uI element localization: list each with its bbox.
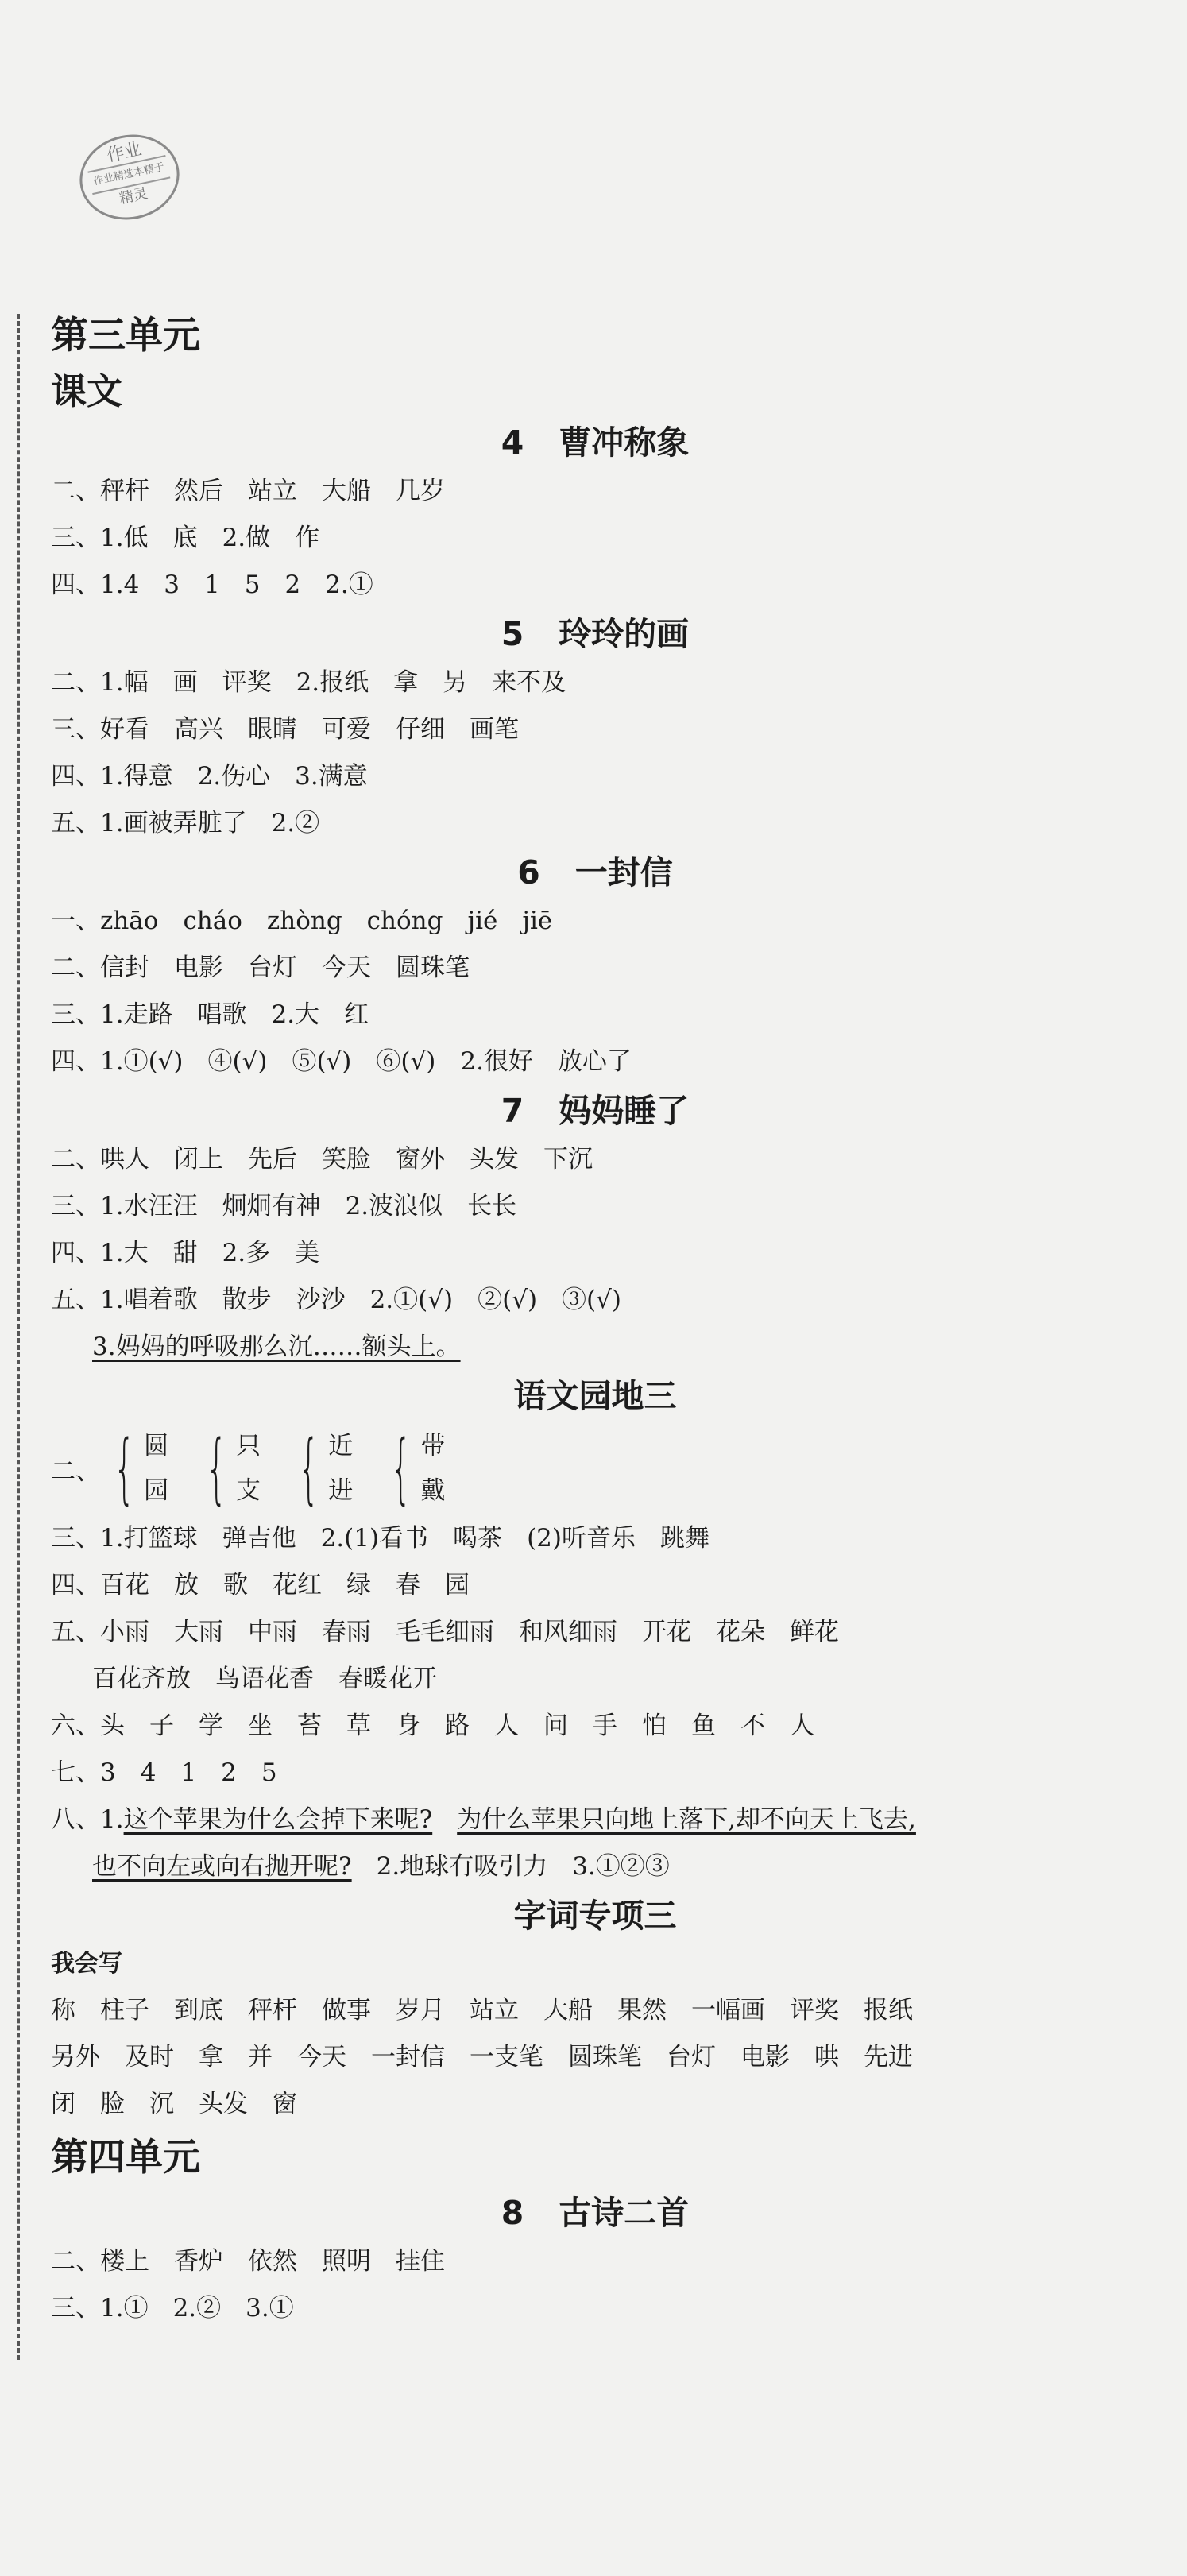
left-brace-icon: { — [297, 1424, 320, 1513]
answer-text: 2.地球有吸引力 3.①②③ — [351, 1852, 670, 1881]
brace-char: 圆 — [144, 1432, 169, 1460]
underlined-answer: 为什么苹果只向地上落下,却不向天上飞去, — [457, 1805, 916, 1834]
brace-char: 支 — [236, 1476, 261, 1505]
question-label: 八、1. — [51, 1805, 124, 1834]
answer-line: 四、百花 放 歌 花红 绿 春 园 — [51, 1571, 470, 1599]
answer-line: 二、1.幅 画 评奖 2.报纸 拿 另 来不及 — [51, 668, 566, 697]
answer-line-underlined: 3.妈妈的呼吸那么沉……额头上。 — [92, 1332, 461, 1361]
answer-line — [51, 1797, 1139, 1843]
answer-line: 三、1.水汪汪 炯炯有神 2.波浪似 长长 — [51, 1192, 517, 1220]
answer-line: 五、1.唱着歌 散步 沙沙 2.①(√) ②(√) ③(√) — [51, 1286, 621, 1314]
answer-line: 二、楼上 香炉 依然 照明 挂住 — [51, 2247, 445, 2276]
answer-line: 三、1.打篮球 弹吉他 2.(1)看书 喝茶 (2)听音乐 跳舞 — [51, 1524, 709, 1553]
lesson-name: 玲玲的画 — [559, 615, 690, 653]
answer-line: 二、信封 电影 台灯 今天 圆珠笔 — [51, 953, 470, 982]
lesson-title — [51, 847, 1139, 898]
section-title: 语文园地三 — [513, 1377, 677, 1415]
category-heading: 课文 — [51, 370, 123, 412]
section-title: 字词专项三 — [513, 1897, 677, 1935]
unit-heading: 第四单元 — [51, 2136, 200, 2180]
brace-char: 只 — [236, 1432, 261, 1460]
underlined-answer: 这个苹果为什么会掉下来呢? — [123, 1805, 433, 1834]
word-line: 称 柱子 到底 秤杆 做事 岁月 站立 大船 果然 一幅画 评奖 报纸 — [51, 1996, 913, 2025]
brace-char: 带 — [420, 1432, 446, 1460]
answer-line: 六、头 子 学 坐 苔 草 身 路 人 问 手 怕 鱼 不 人 — [51, 1712, 814, 1740]
lesson-title — [51, 1085, 1139, 1136]
lesson-number: 4 — [501, 424, 524, 462]
word-line: 另外 及时 拿 并 今天 一封信 一支笔 圆珠笔 台灯 电影 哄 先进 — [51, 2043, 913, 2071]
lesson-number: 8 — [501, 2194, 524, 2232]
answer-line: 三、1.走路 唱歌 2.大 红 — [51, 1000, 369, 1029]
answer-line: 三、1.低 底 2.做 作 — [51, 524, 320, 552]
lesson-name: 曹冲称象 — [559, 424, 690, 462]
homework-stamp — [72, 126, 187, 229]
lesson-number: 7 — [501, 1092, 524, 1130]
brace-group — [100, 1424, 168, 1513]
lesson-number: 5 — [501, 615, 524, 653]
left-brace-icon: { — [205, 1424, 228, 1513]
lesson-name: 一封信 — [574, 853, 673, 892]
word-line: 闭 脸 沉 头发 窗 — [51, 2090, 297, 2118]
answer-page — [51, 306, 1139, 2332]
stamp-line1: 作业 — [105, 139, 144, 166]
brace-group — [192, 1424, 261, 1513]
lesson-title — [51, 2187, 1139, 2238]
lesson-title — [51, 609, 1139, 659]
answer-line: 一、zhāo cháo zhòng chóng jié jiē — [51, 907, 553, 935]
margin-dashed-line — [17, 314, 20, 2360]
answer-line: 二、哄人 闭上 先后 笑脸 窗外 头发 下沉 — [51, 1145, 593, 1174]
subsection-label: 我会写 — [51, 1950, 122, 1978]
answer-line: 四、1.①(√) ④(√) ⑤(√) ⑥(√) 2.很好 放心了 — [51, 1047, 632, 1076]
left-brace-icon: { — [390, 1424, 412, 1513]
stamp-line3: 精灵 — [118, 184, 149, 207]
underlined-answer: 也不向左或向右抛开呢? — [92, 1852, 352, 1881]
lesson-name: 古诗二首 — [559, 2194, 690, 2232]
answer-line: 四、1.大 甜 2.多 美 — [51, 1239, 320, 1267]
answer-line: 四、1.4 3 1 5 2 2.① — [51, 571, 373, 599]
answer-line: 三、好看 高兴 眼睛 可爱 仔细 画笔 — [51, 715, 519, 744]
stamp-line2: 作业精选本精于 — [87, 155, 170, 195]
brace-char: 近 — [328, 1432, 354, 1460]
left-brace-icon: { — [113, 1424, 136, 1513]
question-label: 二、 — [51, 1456, 100, 1486]
answer-line: 七、3 4 1 2 5 — [51, 1758, 277, 1787]
answer-line — [51, 1843, 1139, 1890]
answer-line: 三、1.① 2.② 3.① — [51, 2294, 294, 2323]
answer-line: 二、秤杆 然后 站立 大船 几岁 — [51, 477, 445, 505]
answer-line: 四、1.得意 2.伤心 3.满意 — [51, 762, 368, 791]
brace-char: 园 — [144, 1476, 169, 1505]
lesson-number: 6 — [517, 853, 540, 892]
answer-line: 五、1.画被弄脏了 2.② — [51, 809, 320, 837]
brace-answer-row — [51, 1421, 1139, 1515]
brace-group — [377, 1424, 445, 1513]
lesson-name: 妈妈睡了 — [559, 1092, 690, 1130]
answer-line: 百花齐放 鸟语花香 春暖花开 — [92, 1665, 437, 1693]
lesson-title — [51, 417, 1139, 468]
unit-heading: 第三单元 — [51, 314, 200, 358]
brace-group — [284, 1424, 353, 1513]
brace-char: 戴 — [420, 1476, 446, 1505]
brace-char: 进 — [328, 1476, 354, 1505]
answer-line: 五、小雨 大雨 中雨 春雨 毛毛细雨 和风细雨 开花 花朵 鲜花 — [51, 1618, 839, 1646]
